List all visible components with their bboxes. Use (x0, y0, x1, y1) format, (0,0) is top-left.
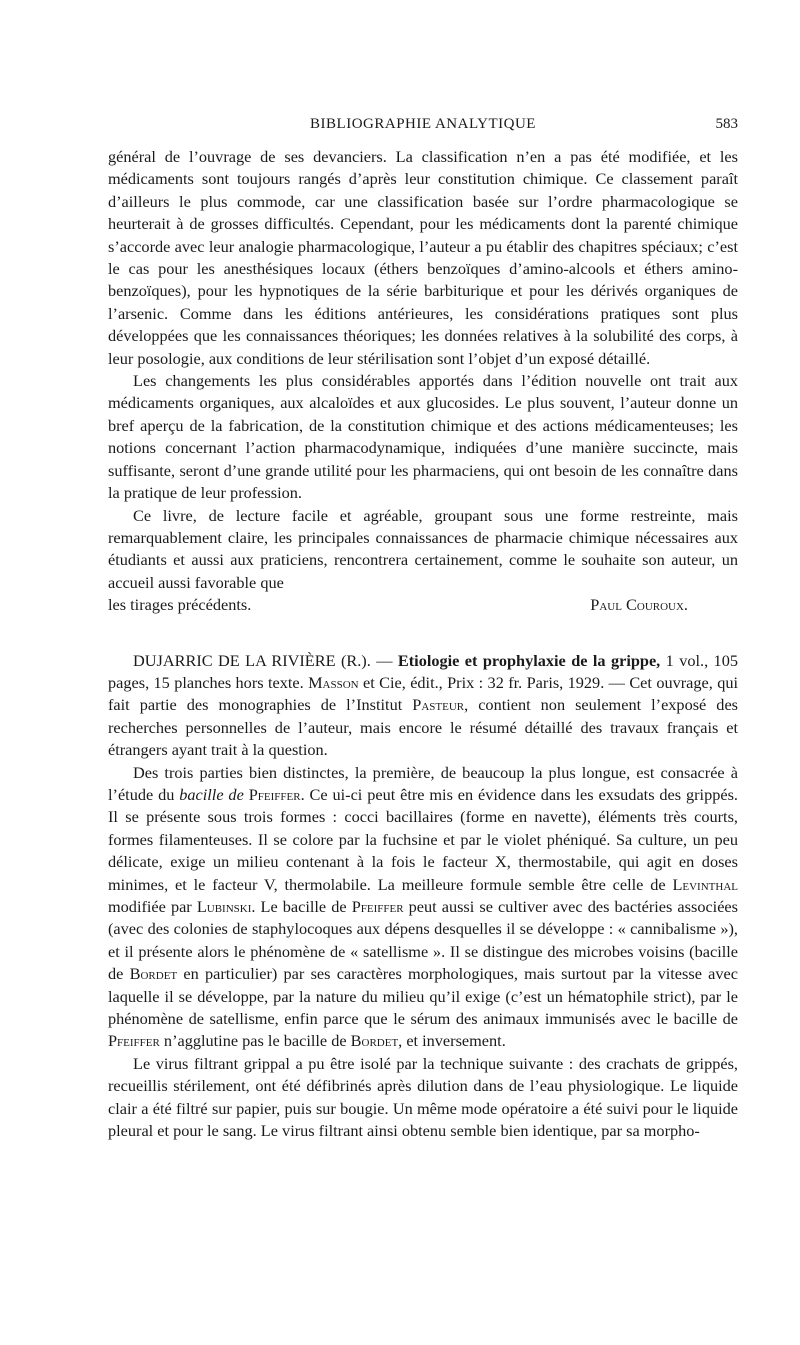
running-head (108, 116, 738, 138)
review2-name-pfeiffer-2: Pfeiffer (351, 897, 404, 916)
review2-name-bordet-1: Bordet (129, 964, 178, 984)
review1-signature: Paul Couroux. (590, 595, 688, 615)
review2-p2-text-e: peut aussi se cultiver avec des bactéries associées (avec des colonies de staphylocoques aux dépens desquelles il se développe : « cannibalisme »), et il présente alors le phénomène de « satellisme ». Il se distingue des microbes voisins (bacille de (108, 897, 738, 984)
review2-p2-text-g: n’agglutine pas le bacille de (159, 1031, 351, 1051)
review1-paragraph-3: Ce livre, de lecture facile et agréable, groupant sous une forme restreinte, mais remarquablement claire, les principales connaissances de pharmacie chimique nécessaires aux étudiants et aussi aux praticiens, rencontrera certainement, comme le souhaite son auteur, un accueil aussi favorable que (108, 505, 738, 592)
review2-dash: — (370, 650, 398, 670)
review2-biblio-a: 1 vol., 105 pages, 15 planches hors texte. (108, 650, 738, 692)
review2-p2-text-b: . Ce ui-ci peut être mis en évidence dans les exsudats des grippés. Il se présente sous trois formes : cocci bacillaires (forme en navette), éléments très courts, formes filamenteuses. Il se colore par la fuchsine et par le violet phéniqué. Sa culture, un peu délicate, exige un milieu contenant à la fois le facteur X, thermostabile, qui agit en doses minimes, et le facteur V, thermolabile. La meilleure formule semble être celle de (108, 784, 738, 894)
review2-p2-text-h: , et inversement. (398, 1031, 506, 1051)
review2-p2-text-c: modifiée par (108, 897, 197, 916)
review2-p2-italic: bacille de (179, 784, 244, 804)
review1-paragraph-2: Les changements les plus considérables apportés dans l’édition nouvelle ont trait aux médicaments organiques, aux alcaloïdes et aux glucosides. Le plus souvent, l’auteur donne un bref aperçu de la fabrication, de la constitution chimique et des actions médicamenteuses; les notions concernant l’action pharmacodynamique, indiquées d’une manière succincte, mais suffisante, seront d’une grande utilité pour les pharmaciens, qui ont besoin de les connaître dans la pratique de leur profession. (108, 371, 738, 503)
review1-paragraph-1: général de l’ouvrage de ses devanciers. La classification n’en a pas été modifiée, et les médicaments sont toujours rangés d’après leur constitution chimique. Ce classement paraît d’ailleurs le plus commode, car une classification basée sur l’ordre pharmacologique se heurterait à de grosses difficultés. Cependant, pour les médicaments dont la parenté chimique s’accorde avec leur analogie pharmacologique, l’auteur a pu établir des chapitres spéciaux; c’est le cas pour les anesthésiques locaux (éthers benzoïques d’amino-alcools et éthers amino-benzoïques), pour les hypnotiques de la série barbiturique et pour les dérivés organiques de l’arsenic. Comme dans les éditions antérieures, les considérations pratiques sont plus développées que les connaissances théoriques; les données relatives à la solubilité des corps, à leur posologie, aux conditions de leur stérilisation sont l’objet d’un exposé détaillé. (108, 147, 738, 368)
review2-publisher: Masson (308, 672, 359, 692)
review1-closing-text: les tirages précédents. (108, 595, 252, 615)
review-separator (108, 617, 738, 650)
running-title: BIBLIOGRAPHIE ANALYTIQUE (310, 116, 536, 132)
review2-name-bordet-2: Bordet (350, 1031, 399, 1051)
page-number: 583 (715, 116, 738, 132)
review2-name-pfeiffer-3: Pfeiffer (108, 1031, 160, 1051)
signature-line (108, 594, 738, 616)
review2-citation (108, 650, 738, 762)
review2-p2-text-f: en particulier) par ses caractères morphologiques, mais surtout par la vitesse avec laquelle il se développe, par la nature du milieu qu’il exige (c’est un hématophile strict), par le phénomène de satellisme, enfin parce que le sérum des animaux immunisés avec le bacille de (108, 964, 738, 1029)
review2-name-pfeiffer-1: Pfeiffer (248, 784, 301, 804)
review2-p2-text-a: Des trois parties bien distinctes, la première, de beaucoup la plus longue, est consacrée à l’étude du (108, 762, 738, 804)
review2-author: DUJARRIC DE LA RIVIÈRE (R.). (133, 650, 371, 670)
review2-name-levinthal: Levinthal (672, 874, 738, 894)
review2-institut: Pasteur (412, 695, 465, 715)
review2-biblio-c: , contient non seulement l’exposé des recherches personnelles de l’auteur, mais encore le résumé détaillé des travaux français et étrangers ayant trait à la question. (108, 695, 739, 760)
review2-name-lubinski: Lubinski (196, 897, 252, 916)
review2-paragraph-2 (108, 762, 738, 1053)
review2-biblio-b: et Cie, édit., Prix : 32 fr. Paris, 1929. — Cet ouvrage, qui fait partie des monographies de l’Institut (108, 672, 739, 715)
review2-book-title: Etiologie et prophylaxie de la grippe, (397, 650, 661, 670)
body-text (108, 146, 738, 1142)
review2-p2-text-d: . Le bacille de (251, 897, 352, 916)
review2-paragraph-3: Le virus filtrant grippal a pu être isolé par la technique suivante : des crachats de grippés, recueillis stérilement, ont été défibrinés après dilution dans de l’eau physiologique. Le liquide clair a été filtré sur papier, puis sur bougie. Un même mode opératoire a été suivi pour le liquide pleural et pour le sang. Le virus filtrant ainsi obtenu semble bien identique, par sa morpho- (108, 1053, 738, 1141)
